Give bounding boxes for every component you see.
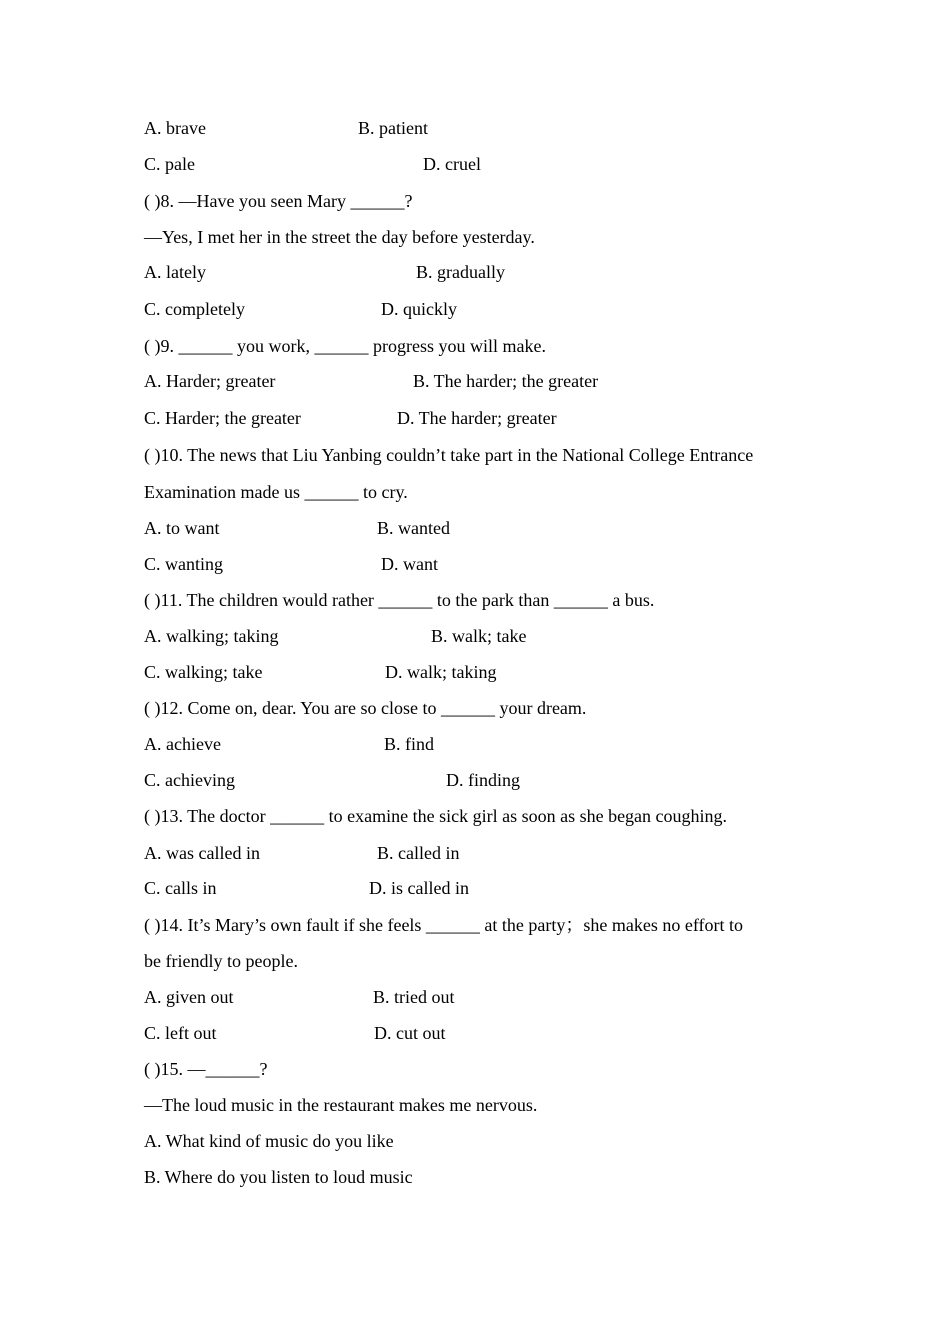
question-8-reply: —Yes, I met her in the street the day before yesterday. [144,227,535,247]
question-10-stem-cont: Examination made us ______ to cry. [144,482,408,502]
option-a: A. What kind of music do you like [144,1131,394,1151]
option-d: D. is called in [369,878,469,898]
option-a: A. was called in [144,843,260,863]
option-a: A. Harder; greater [144,371,276,391]
option-c: C. completely [144,299,245,319]
option-b: B. find [384,734,435,754]
option-b: B. patient [358,118,428,138]
question-14-stem: ( )14. It’s Mary’s own fault if she feels ______ at the party；she makes no effort to [144,915,744,935]
option-a: A. given out [144,987,234,1007]
option-a: A. lately [144,262,206,282]
option-b: B. walk; take [431,626,527,646]
question-14-stem-cont: be friendly to people. [144,951,298,971]
option-c: C. left out [144,1023,217,1043]
question-11-stem: ( )11. The children would rather ______ to the park than ______ a bus. [144,590,655,610]
option-a: A. to want [144,518,220,538]
option-d: D. The harder; greater [397,408,557,428]
question-13-stem: ( )13. The doctor ______ to examine the sick girl as soon as she began coughing. [144,806,728,826]
option-b: B. Where do you listen to loud music [144,1167,413,1187]
option-d: D. cruel [423,154,481,174]
option-b: B. wanted [377,518,450,538]
option-d: D. walk; taking [385,662,497,682]
option-d: D. quickly [381,299,457,319]
option-c: C. walking; take [144,662,263,682]
option-a: A. brave [144,118,206,138]
question-15-reply: —The loud music in the restaurant makes me nervous. [144,1095,538,1115]
option-a: A. walking; taking [144,626,279,646]
option-b: B. The harder; the greater [413,371,599,391]
option-b: B. gradually [416,262,505,282]
option-d: D. cut out [374,1023,446,1043]
option-b: B. called in [377,843,460,863]
option-c: C. pale [144,154,195,174]
option-a: A. achieve [144,734,221,754]
question-15-stem: ( )15. —______? [144,1059,268,1079]
question-8-stem: ( )8. —Have you seen Mary ______? [144,191,413,211]
question-9-stem: ( )9. ______ you work, ______ progress you will make. [144,336,546,356]
option-c: C. Harder; the greater [144,408,301,428]
option-b: B. tried out [373,987,455,1007]
option-c: C. achieving [144,770,235,790]
question-12-stem: ( )12. Come on, dear. You are so close to ______ your dream. [144,698,587,718]
option-d: D. finding [446,770,520,790]
option-d: D. want [381,554,438,574]
option-c: C. wanting [144,554,223,574]
option-c: C. calls in [144,878,217,898]
question-10-stem: ( )10. The news that Liu Yanbing couldn’t take part in the National College Entrance [144,445,754,465]
